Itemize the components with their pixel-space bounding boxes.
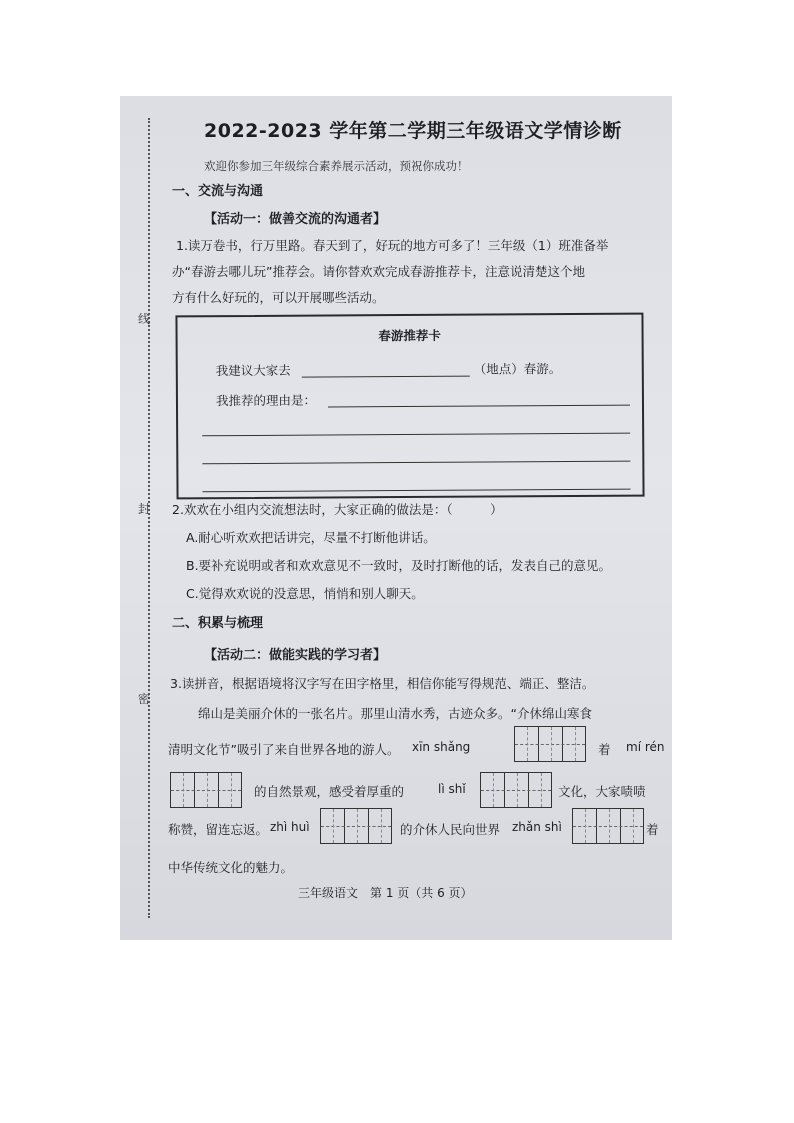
q3-stem: 3.读拼音，根据语境将汉字写在田字格里，相信你能写得规范、端正、整洁。 <box>170 676 595 691</box>
writing-grid-5[interactable] <box>572 808 644 844</box>
q2-stem: 2.欢欢在小组内交流想法时，大家正确的做法是：（ ） <box>172 502 503 517</box>
binding-dotted-line <box>148 118 150 918</box>
reason-answer-line-1[interactable] <box>328 405 630 408</box>
q3-line-5: 中华传统文化的魅力。 <box>168 860 294 875</box>
spring-trip-card <box>175 313 644 500</box>
pinyin-li-shi: lì shǐ <box>438 782 466 796</box>
q3-line-3-after: 文化，大家啧啧 <box>558 784 646 799</box>
binding-label-feng: 封 <box>138 502 151 516</box>
section-1-heading: 一、交流与沟通 <box>172 184 264 199</box>
page-title: 2022-2023 学年第二学期三年级语文学情诊断 <box>204 120 622 142</box>
q3-line-4-mid: 的介休人民向世界 <box>400 822 501 837</box>
q3-line-2-after: 着 <box>598 742 611 757</box>
q3-line-3-text: 的自然景观，感受着厚重的 <box>254 784 405 799</box>
reason-answer-line-3[interactable] <box>202 461 630 465</box>
writing-grid-3[interactable] <box>480 772 552 808</box>
reason-answer-line-2[interactable] <box>202 433 630 437</box>
q1-line-2: 办“春游去哪儿玩”推荐会。请你替欢欢完成春游推荐卡，注意说清楚这个地 <box>172 264 585 279</box>
q3-line-4-text: 称赞，留连忘返。 <box>168 822 269 837</box>
activity-2-heading: 【活动二：做能实践的学习者】 <box>204 648 387 663</box>
reason-answer-line-4[interactable] <box>203 489 631 493</box>
q3-line-4-after: 着 <box>646 822 659 837</box>
card-suggest-suffix: （地点）春游。 <box>473 361 562 377</box>
q2-option-c: C.觉得欢欢说的没意思，悄悄和别人聊天。 <box>186 586 424 601</box>
writing-grid-1[interactable] <box>514 726 586 762</box>
pinyin-zhi-hui: zhì huì <box>270 820 310 834</box>
place-answer-line[interactable] <box>302 376 470 378</box>
pinyin-zhan-shi: zhǎn shì <box>512 820 562 834</box>
q2-option-b: B.要补充说明或者和欢欢意见不一致时，及时打断他的话，发表自己的意见。 <box>186 558 612 573</box>
card-reason-label: 我推荐的理由是： <box>215 392 317 409</box>
welcome-text: 欢迎你参加三年级综合素养展示活动，预祝你成功！ <box>204 159 469 173</box>
scanned-page <box>120 96 672 940</box>
pinyin-xin-shang: xīn shǎng <box>412 740 471 754</box>
card-title: 春游推荐卡 <box>378 327 441 344</box>
writing-grid-2[interactable] <box>170 772 242 808</box>
activity-1-heading: 【活动一：做善交流的沟通者】 <box>204 212 387 227</box>
q1-line-3: 方有什么好玩的，可以开展哪些活动。 <box>172 290 385 305</box>
card-suggest-prefix: 我建议大家去 <box>215 362 291 379</box>
binding-label-mi: 密 <box>138 692 151 706</box>
q3-line-1: 绵山是美丽介休的一张名片。那里山清水秀，古迹众多。“介休绵山寒食 <box>198 706 592 721</box>
binding-label-xian: 线 <box>138 312 151 326</box>
q2-option-a: A.耐心听欢欢把话讲完，尽量不打断他讲话。 <box>186 530 436 545</box>
q1-line-1: 1.读万卷书，行万里路。春天到了，好玩的地方可多了！三年级（1）班准备举 <box>176 238 609 253</box>
pinyin-mi-ren: mí rén <box>626 740 665 754</box>
q3-line-2-text: 清明文化节”吸引了来自世界各地的游人。 <box>168 742 400 757</box>
section-2-heading: 二、积累与梳理 <box>172 616 264 631</box>
page-footer: 三年级语文 第 1 页（共 6 页） <box>298 886 473 900</box>
writing-grid-4[interactable] <box>320 808 392 844</box>
